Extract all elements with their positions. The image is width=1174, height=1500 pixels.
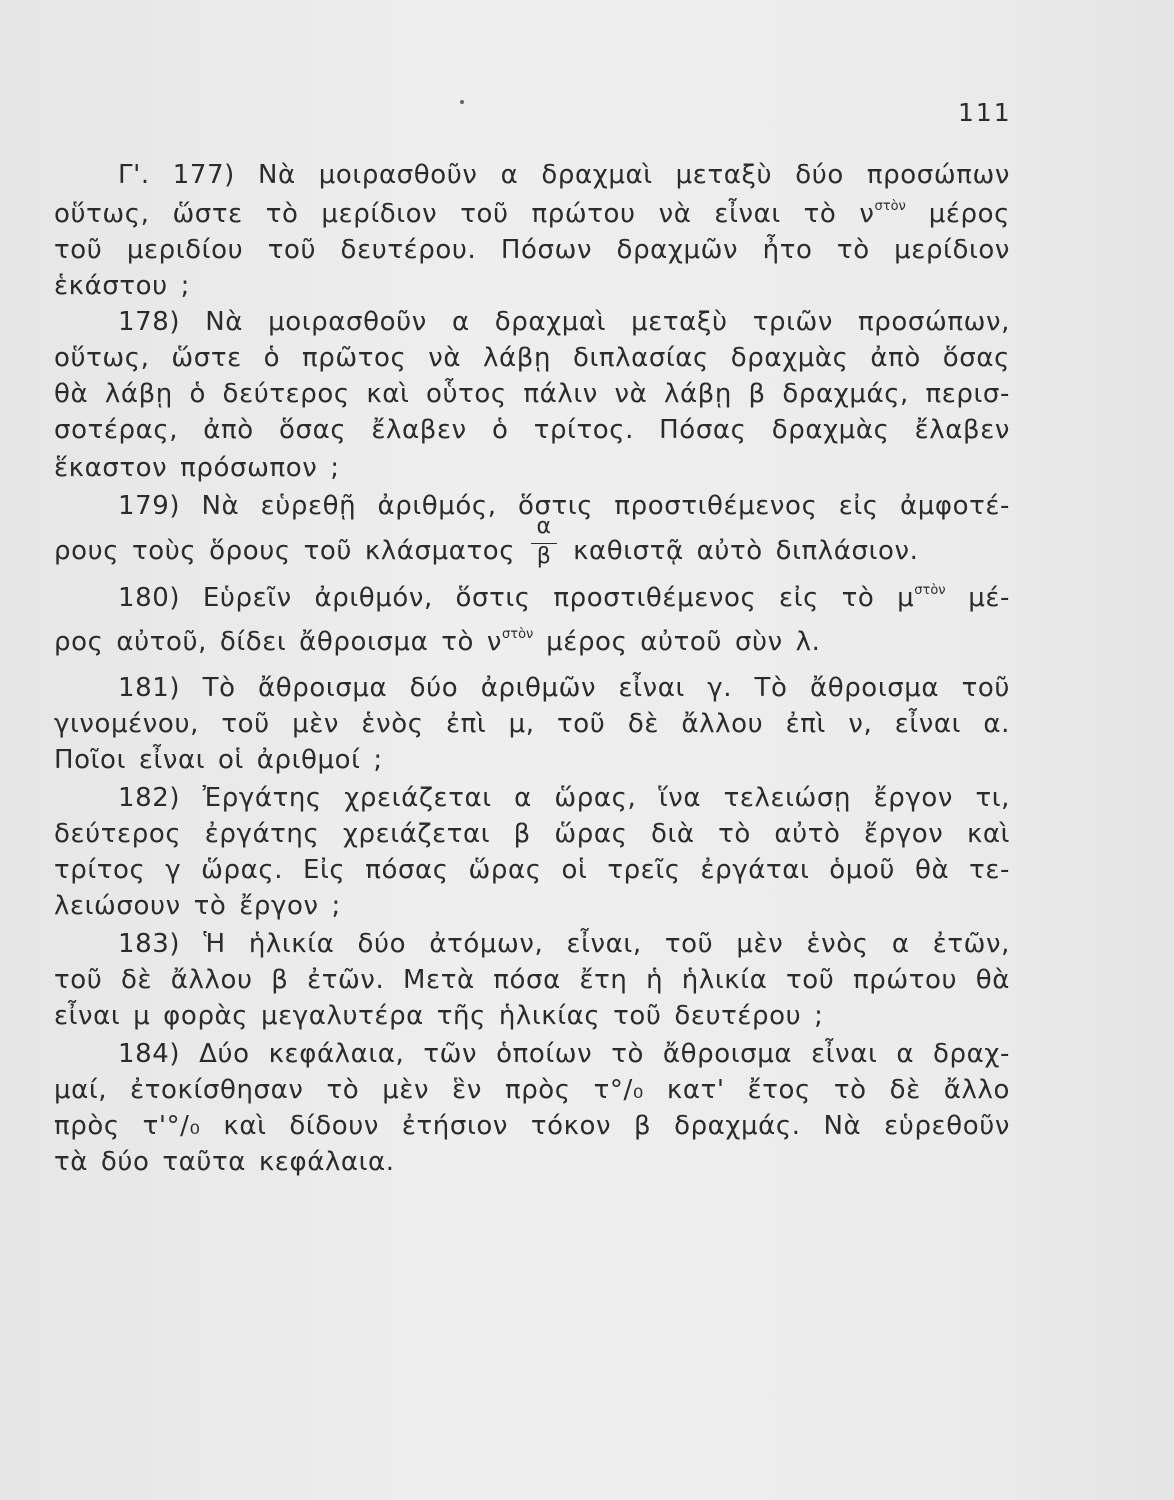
- problem-184-line-1: 184) Δύο κεφάλαια, τῶν ὁποίων τὸ ἄθροισμα εἶναι α δραχ-: [118, 1039, 1010, 1069]
- problem-182-line-1: 182) Ἐργάτης χρειάζεται α ὥρας, ἵνα τελειώσῃ ἔργον τι,: [118, 783, 1010, 813]
- problem-181-line-2: γινομένου, τοῦ μὲν ἑνὸς ἐπὶ μ, τοῦ δὲ ἄλλου ἐπὶ ν, εἶναι α.: [54, 709, 1010, 739]
- problem-179-line-1: 179) Νὰ εὑρεθῇ ἀριθμός, ὅστις προστιθέμενος εἰς ἀμφοτέ-: [118, 491, 1010, 521]
- superscript-ston: στὸν: [914, 583, 946, 598]
- problem-181-line-1: 181) Τὸ ἄθροισμα δύο ἀριθμῶν εἶναι γ. Τὸ ἄθροισμα τοῦ: [118, 673, 1010, 703]
- superscript-ston: στὸν: [874, 199, 906, 214]
- problem-178-line-4: σοτέρας, ἀπὸ ὅσας ἔλαβεν ὁ τρίτος. Πόσας δραχμὰς ἔλαβεν: [54, 415, 1010, 445]
- fraction-numerator: α: [536, 514, 552, 539]
- problem-182-line-3: τρίτος γ ὥρας. Εἰς πόσας ὥρας οἱ τρεῖς ἐργάται ὁμοῦ θὰ τε-: [54, 855, 1010, 885]
- problem-177-line-3: τοῦ μεριδίου τοῦ δευτέρου. Πόσων δραχμῶν ἦτο τὸ μερίδιον: [54, 235, 1010, 265]
- problem-180-line-1: 180) Εὑρεῖν ἀριθμόν, ὅστις προστιθέμενος εἰς τὸ $\mu^{\sigma\tau ὸ\nu}$ μέ-: [118, 583, 1010, 613]
- problem-183-line-2: τοῦ δὲ ἄλλου β ἐτῶν. Μετὰ πόσα ἔτη ἡ ἡλικία τοῦ πρώτου θὰ: [54, 965, 1010, 995]
- problem-184-line-4: τὰ δύο ταῦτα κεφάλαια.: [54, 1147, 395, 1177]
- problem-178-line-3: θὰ λάβῃ ὁ δεύτερος καὶ οὗτος πάλιν νὰ λάβῃ β δραχμάς, περισ-: [54, 379, 1010, 409]
- fraction-denominator: β: [536, 544, 552, 569]
- problem-178-line-5: ἕκαστον πρόσωπον ;: [54, 453, 340, 483]
- problem-182-line-4: λειώσουν τὸ ἔργον ;: [54, 891, 341, 921]
- problem-177-line-1: Γ'. 177) Νὰ μοιρασθοῦν α δραχμαὶ μεταξὺ δύο προσώπων: [118, 160, 1010, 190]
- problem-178-line-2: οὕτως, ὥστε ὁ πρῶτος νὰ λάβῃ διπλασίας δραχμὰς ἀπὸ ὅσας: [54, 343, 1010, 373]
- problem-178-line-1: 178) Νὰ μοιρασθοῦν α δραχμαὶ μεταξὺ τριῶν προσώπων,: [118, 307, 1010, 337]
- problem-177-line-2: οὕτως, ὥστε τὸ μερίδιον τοῦ πρώτου νὰ εἶναι τὸ $\nu^{\sigma\tau ὸ\nu}$ μέρος: [54, 199, 1010, 229]
- problem-183-line-3: εἶναι μ φορὰς μεγαλυτέρα τῆς ἡλικίας τοῦ δευτέρου ;: [54, 1001, 824, 1031]
- print-speck: [460, 100, 464, 104]
- problem-180-line-2: ρος αὐτοῦ, δίδει ἄθροισμα τὸ $\nu^{\sigma\tau ὸ\nu}$ μέρος αὐτοῦ σὺν λ.: [54, 627, 821, 657]
- problem-179-line-2: ρους τοὺς ὅρους τοῦ κλάσματος $\frac{\alpha}{\beta}$ καθιστᾷ αὐτὸ διπλάσιον.: [54, 514, 919, 569]
- problem-184-line-3: πρὸς τ'°/₀ καὶ δίδουν ἐτήσιον τόκον β δραχμάς. Νὰ εὑρεθοῦν: [54, 1111, 1010, 1141]
- problem-183-line-1: 183) Ἡ ἡλικία δύο ἀτόμων, εἶναι, τοῦ μὲν ἑνὸς α ἐτῶν,: [118, 929, 1010, 959]
- problem-177-line-4: ἑκάστου ;: [54, 271, 191, 301]
- problem-184-line-2: μαί, ἐτοκίσθησαν τὸ μὲν ἓν πρὸς τ°/₀ κατ' ἔτος τὸ δὲ ἄλλο: [54, 1075, 1010, 1105]
- fraction-alpha-beta: [525, 514, 563, 571]
- superscript-ston: στὸν: [502, 627, 534, 642]
- page-number: 111: [958, 98, 1012, 127]
- problem-182-line-2: δεύτερος ἐργάτης χρειάζεται β ὥρας διὰ τὸ αὐτὸ ἔργον καὶ: [54, 819, 1010, 849]
- problem-181-line-3: Ποῖοι εἶναι οἱ ἀριθμοί ;: [54, 745, 383, 775]
